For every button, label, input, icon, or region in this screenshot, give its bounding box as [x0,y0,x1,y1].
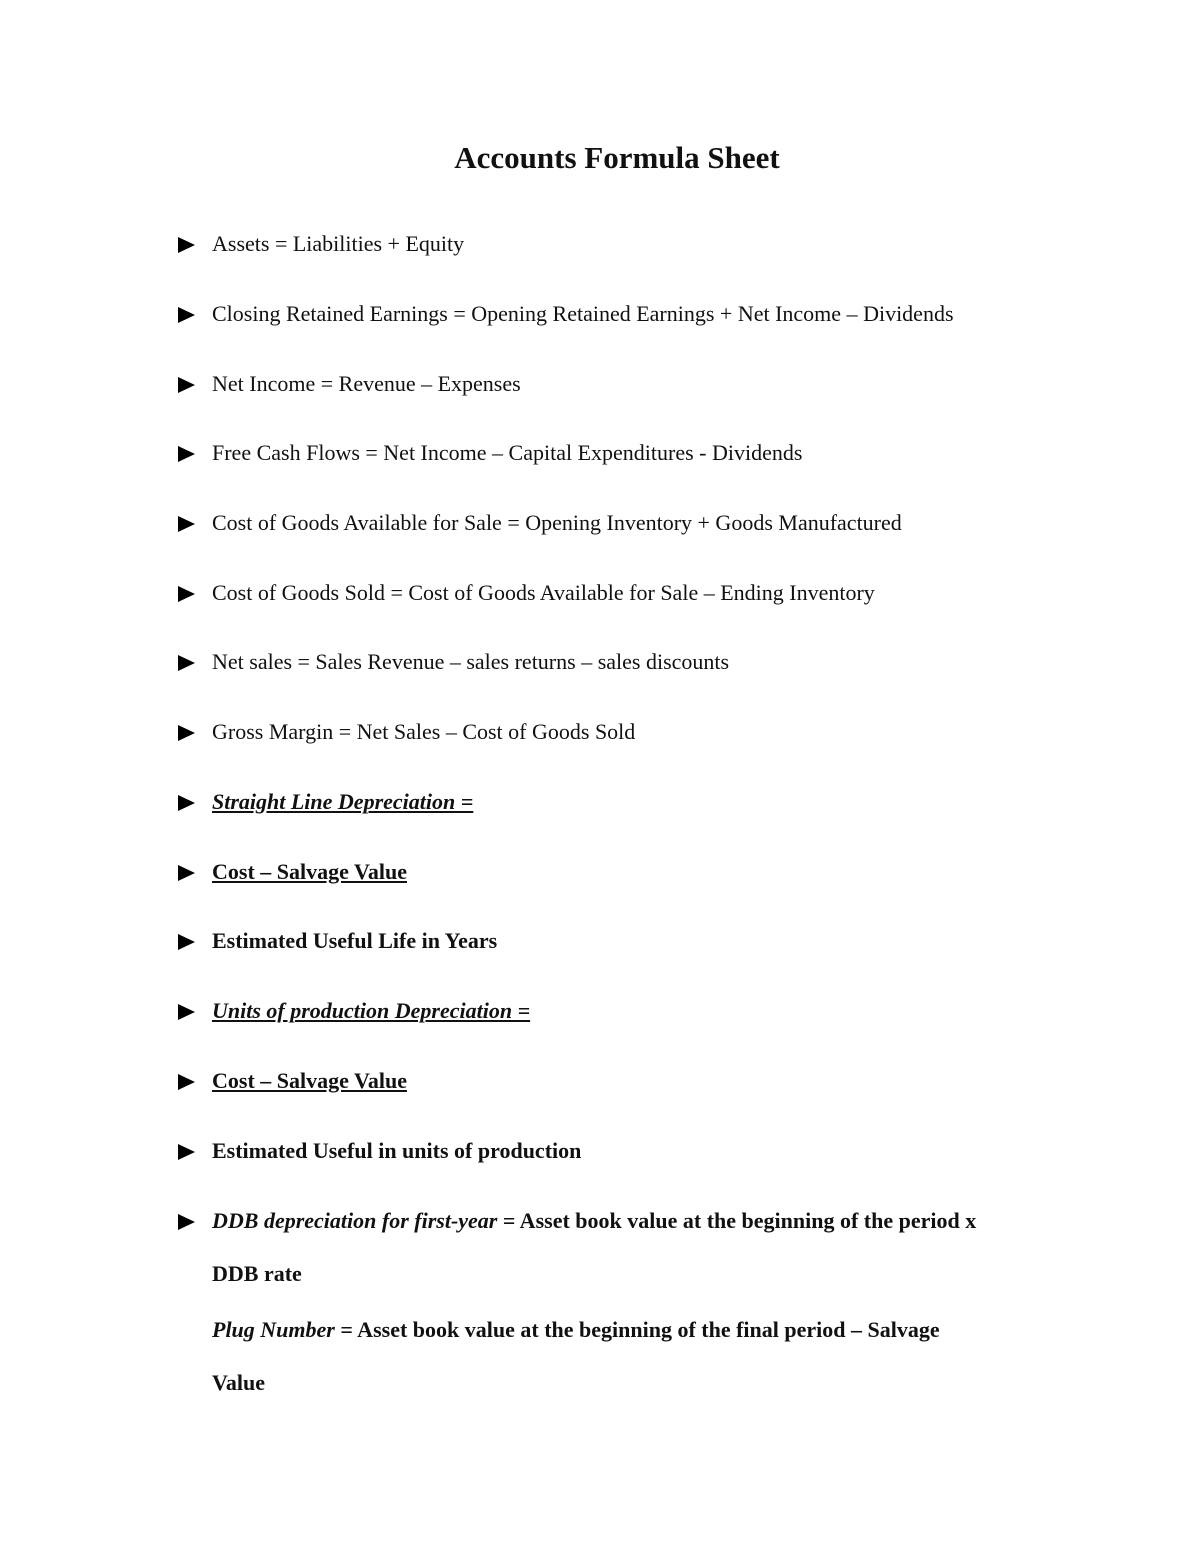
plug-continuation: Value [212,1370,265,1395]
ddb-continuation: DDB rate [212,1261,302,1286]
plug-definition: = Asset book value at the beginning of the final period – Salvage [334,1317,940,1342]
plug-number-line [212,1316,940,1344]
formula-heading: Straight Line Depreciation = [212,789,474,814]
arrow-bullet-icon [178,377,195,393]
page-title: Accounts Formula Sheet [454,140,780,175]
ddb-term: DDB depreciation for first-year [212,1208,498,1233]
arrow-bullet-icon [178,237,195,253]
formula-denominator: Estimated Useful in units of production [212,1138,582,1163]
formula-text: Net sales = Sales Revenue – sales returns – sales discounts [212,649,730,674]
ddb-formula-line [212,1207,976,1235]
arrow-bullet-icon [178,1214,195,1230]
arrow-bullet-icon [178,1144,195,1160]
formula-text: Assets = Liabilities + Equity [212,231,465,256]
formula-text: Closing Retained Earnings = Opening Retained Earnings + Net Income – Dividends [212,301,954,326]
arrow-bullet-icon [178,725,195,741]
arrow-bullet-icon [178,516,195,532]
plug-term: Plug Number [212,1317,335,1342]
formula-numerator: Cost – Salvage Value [212,1068,407,1093]
arrow-bullet-icon [178,795,195,811]
arrow-bullet-icon [178,307,195,323]
arrow-bullet-icon [178,865,195,881]
arrow-bullet-icon [178,446,195,462]
arrow-bullet-icon [178,1004,195,1020]
ddb-definition: = Asset book value at the beginning of the period x [497,1208,977,1233]
formula-numerator: Cost – Salvage Value [212,859,407,884]
formula-text: Cost of Goods Sold = Cost of Goods Available for Sale – Ending Inventory [212,580,875,605]
formula-heading: Units of production Depreciation = [212,998,531,1023]
formula-text: Cost of Goods Available for Sale = Opening Inventory + Goods Manufactured [212,510,902,535]
arrow-bullet-icon [178,934,195,950]
formula-text: Free Cash Flows = Net Income – Capital Expenditures - Dividends [212,440,803,465]
formula-denominator: Estimated Useful Life in Years [212,928,498,953]
formula-text: Net Income = Revenue – Expenses [212,371,521,396]
arrow-bullet-icon [178,586,195,602]
arrow-bullet-icon [178,655,195,671]
formula-text: Gross Margin = Net Sales – Cost of Goods Sold [212,719,636,744]
arrow-bullet-icon [178,1074,195,1090]
